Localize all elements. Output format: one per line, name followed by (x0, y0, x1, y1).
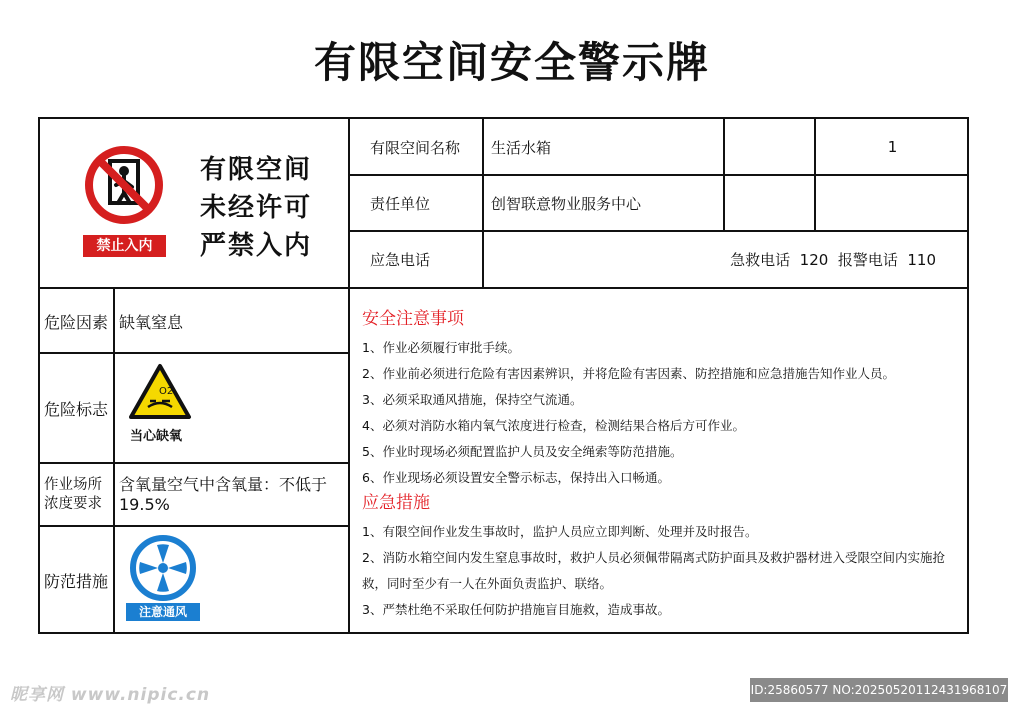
requirement-value: 含氧量空气中含氧量：不低于19.5% (119, 475, 328, 514)
ventilation-caption: 注意通风 (126, 603, 200, 621)
oxygen-warning-caption: 当心缺氧 (130, 429, 183, 444)
unit-value: 创智联意物业服务中心 (491, 194, 642, 213)
emergency-title: 应急措施 (362, 493, 430, 513)
warning-sign-board (38, 117, 969, 634)
unit-label: 责任单位 (370, 194, 431, 213)
safety-item: 1、作业必须履行审批手续。 (362, 340, 520, 355)
no-entry-icon (84, 145, 164, 225)
svg-text:O2: O2 (159, 386, 174, 397)
ventilation-fan-icon (130, 535, 196, 601)
safety-title: 安全注意事项 (362, 309, 464, 329)
watermark-right: ID:25860577 NO:20250520112431968107 (750, 678, 1008, 702)
requirement-label: 作业场所浓度要求 (44, 477, 102, 512)
oxygen-warning-icon (128, 363, 192, 421)
emergency-item: 2、消防水箱空间内发生窒息事故时，救护人员必须佩带隔离式防护面具及救护器材进入受限空间内实施抢救，同时至少有一人在外面负责监护、联络。 (362, 550, 945, 591)
hazard-label: 危险因素 (44, 312, 109, 332)
phone-value: 急救电话 120 报警电话 110 (730, 251, 936, 269)
emergency-item: 3、严禁杜绝不采取任何防护措施盲目施救，造成事故。 (362, 602, 670, 617)
emergency-item: 1、有限空间作业发生事故时，监护人员应立即判断、处理并及时报告。 (362, 524, 758, 539)
danger-sign-label: 危险标志 (44, 400, 109, 419)
divider (348, 119, 350, 634)
page-title: 有限空间安全警示牌 (313, 38, 710, 87)
safety-item: 5、作业时现场必须配置监护人员及安全绳索等防范措施。 (362, 444, 683, 459)
safety-item: 6、作业现场必须设置安全警示标志，保持出入口畅通。 (362, 470, 670, 485)
space-name-value: 生活水箱 (491, 138, 552, 157)
space-name-label: 有限空间名称 (370, 138, 461, 157)
safety-item: 2、作业前必须进行危险有害因素辨识，并将危险有害因素、防控措施和应急措施告知作业人员。 (362, 366, 895, 381)
space-number: 1 (887, 138, 898, 156)
safety-item: 3、必须采取通风措施，保持空气流通。 (362, 392, 583, 407)
warning-line-1: 有限空间 (200, 155, 313, 185)
hazard-value: 缺氧窒息 (119, 312, 184, 332)
safety-item: 4、必须对消防水箱内氧气浓度进行检查，检测结果合格后方可作业。 (362, 418, 745, 433)
notes-panel (362, 307, 962, 623)
no-entry-label: 禁止入内 (83, 235, 166, 257)
warning-line-2: 未经许可 (200, 193, 313, 223)
warning-text (200, 151, 312, 265)
measure-label: 防范措施 (44, 572, 109, 591)
warning-line-3: 严禁入内 (200, 231, 313, 261)
phone-label: 应急电话 (370, 251, 431, 269)
watermark-left: 昵享网 www.nipic.cn (10, 685, 211, 705)
divider (113, 287, 115, 634)
